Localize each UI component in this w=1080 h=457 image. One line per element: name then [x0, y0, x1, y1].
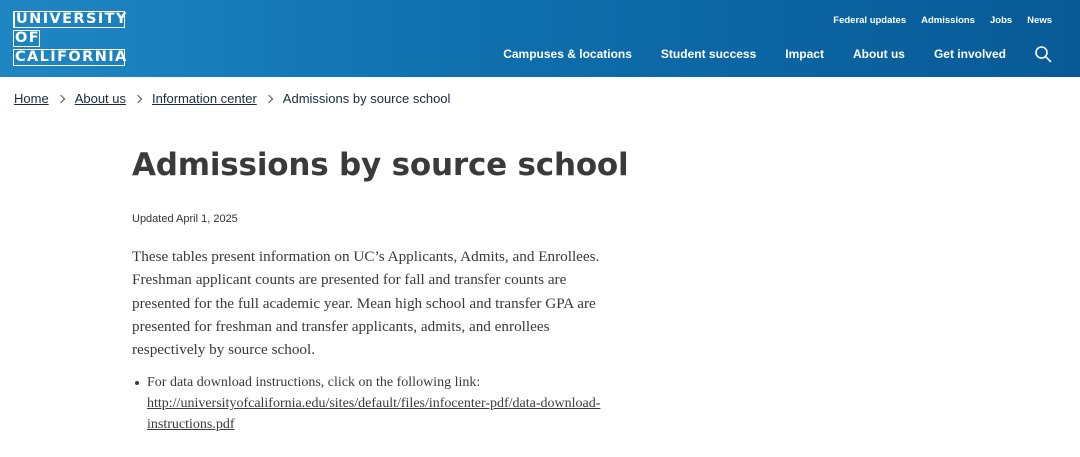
chevron-right-icon — [265, 95, 273, 103]
utility-link-news[interactable]: News — [1027, 15, 1052, 26]
chevron-right-icon — [56, 95, 64, 103]
breadcrumb-about-us[interactable]: About us — [74, 91, 127, 106]
list-item — [132, 372, 602, 435]
updated-date: Updated April 1, 2025 — [132, 213, 238, 225]
uc-logo[interactable] — [13, 11, 128, 66]
nav-student-success[interactable]: Student success — [660, 47, 757, 61]
nav-campuses-locations[interactable]: Campuses & locations — [503, 47, 632, 61]
page-title: Admissions by source school — [132, 147, 629, 183]
nav-get-involved[interactable]: Get involved — [933, 47, 1006, 61]
breadcrumb-information-center[interactable]: Information center — [152, 91, 257, 106]
chevron-right-icon — [134, 95, 142, 103]
logo-line-california: CALIFORNIA — [15, 49, 128, 65]
site-header — [0, 0, 1080, 77]
main-nav — [503, 46, 1006, 62]
bullet-icon — [135, 381, 139, 385]
data-download-link[interactable]: http://universityofcalifornia.edu/sites/default/files/infocenter-pdf/data-download-instructions.pdf — [147, 396, 601, 432]
breadcrumb-home[interactable]: Home — [14, 91, 49, 106]
nav-about-us[interactable]: About us — [852, 47, 905, 61]
bullet-text: For data download instructions, click on the following link: — [147, 375, 481, 390]
breadcrumb — [14, 90, 450, 108]
search-icon[interactable] — [1034, 45, 1052, 63]
utility-link-admissions[interactable]: Admissions — [921, 15, 975, 26]
nav-impact[interactable]: Impact — [785, 47, 824, 61]
intro-paragraph: These tables present information on UC’s Applicants, Admits, and Enrollees. Freshman applicant counts are presented for fall and transfer counts are presented for the full academic year. Mean high school and transfer GPA are presented for freshman and transfer applicants, admits, and enrollees respectively by source school. — [132, 248, 600, 359]
instructions-list — [132, 372, 602, 435]
utility-link-federal-updates[interactable]: Federal updates — [833, 15, 907, 26]
logo-line-university: UNIVERSITY — [13, 11, 125, 28]
logo-line-of: OF — [15, 30, 41, 46]
utility-nav — [833, 15, 1052, 27]
utility-link-jobs[interactable]: Jobs — [989, 15, 1013, 26]
breadcrumb-current: Admissions by source school — [282, 91, 451, 106]
